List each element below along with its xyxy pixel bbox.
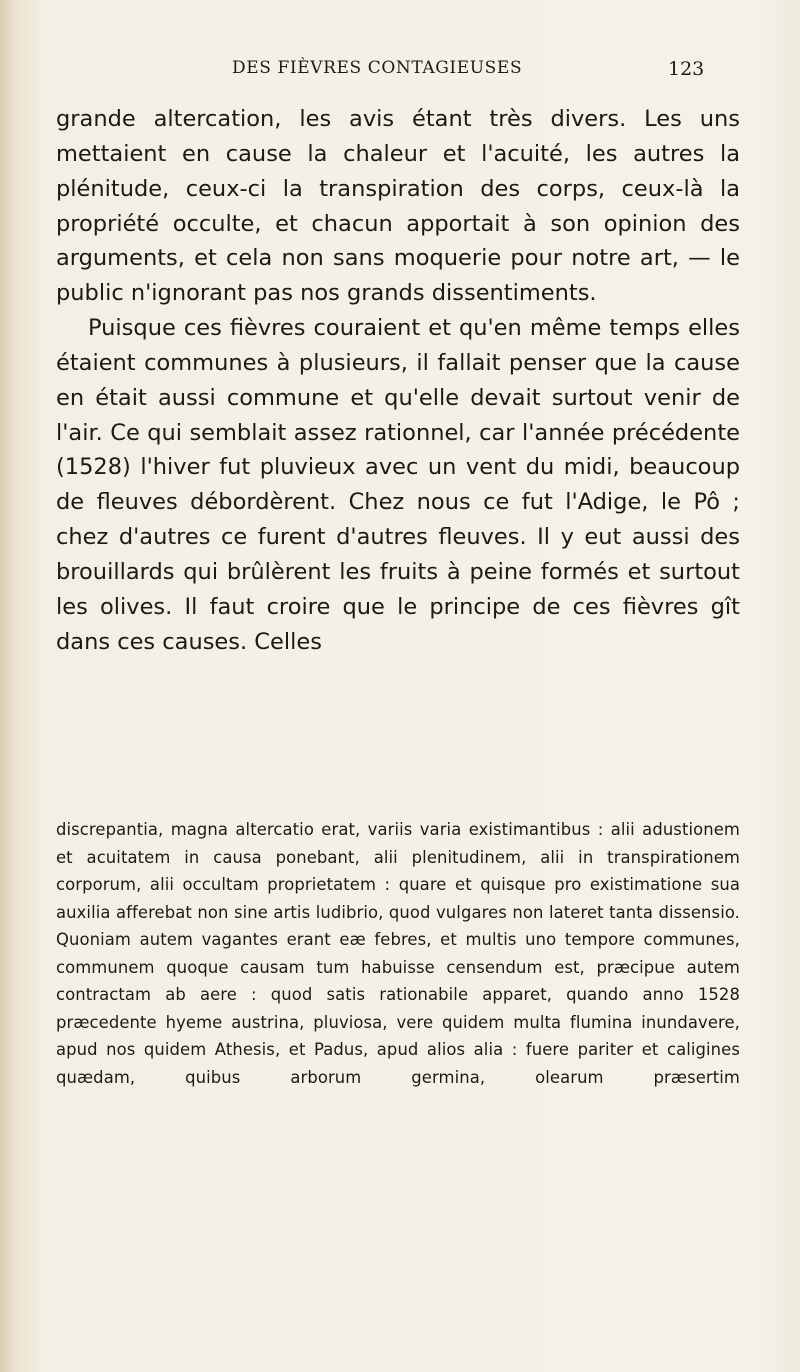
french-paragraph-1: grande altercation, les avis étant très divers. Les uns mettaient en cause la chaleur et l'acuité, les autres la plénitude, ceux-ci la transpiration des corps, ceux-là la propriété occulte, et chacun apportait à son opinion des arguments, et cela non sans moquerie pour notre art, — le public n'ignorant pas nos grands dissentiments. <box>56 106 740 307</box>
french-translation <box>56 102 740 660</box>
running-header: DES FIÈVRES CONTAGIEUSES <box>232 58 523 78</box>
page-number: 123 <box>668 58 705 80</box>
latin-original-text: discrepantia, magna altercatio erat, variis varia existimantibus : alii adustionem et acuitatem in causa ponebant, alii plenitudinem, alii in transpirationem corporum, alii occultam proprietatem : quare et quisque pro existimatione sua auxilia afferebat non sine artis ludibrio, quod vulgares non lateret tanta dissensio. Quoniam autem vagantes erant eæ febres, et multis uno tempore communes, communem quoque causam tum habuisse censendum est, præcipue autem contractam ab aere : quod satis rationabile apparet, quando anno 1528 præcedente hyeme austrina, pluviosa, vere quidem multa flumina inundavere, apud nos quidem Athesis, et Padus, apud alios alia : fuere pariter et caligines quædam, quibus arborum germina, olearum præsertim <box>56 820 740 1087</box>
french-paragraph-2: Puisque ces fièvres couraient et qu'en même temps elles étaient communes à plusieurs, il fallait penser que la cause en était aussi commune et qu'elle devait surtout venir de l'air. Ce qui semblait assez rationnel, car l'année précédente (1528) l'hiver fut pluvieux avec un vent du midi, beaucoup de fleuves débordèrent. Chez nous ce fut l'Adige, le Pô ; chez d'autres ce furent d'autres fleuves. Il y eut aussi des brouillards qui brûlèrent les fruits à peine formés et surtout les olives. Il faut croire que le principe de ces fièvres gît dans ces causes. Celles <box>56 315 740 655</box>
